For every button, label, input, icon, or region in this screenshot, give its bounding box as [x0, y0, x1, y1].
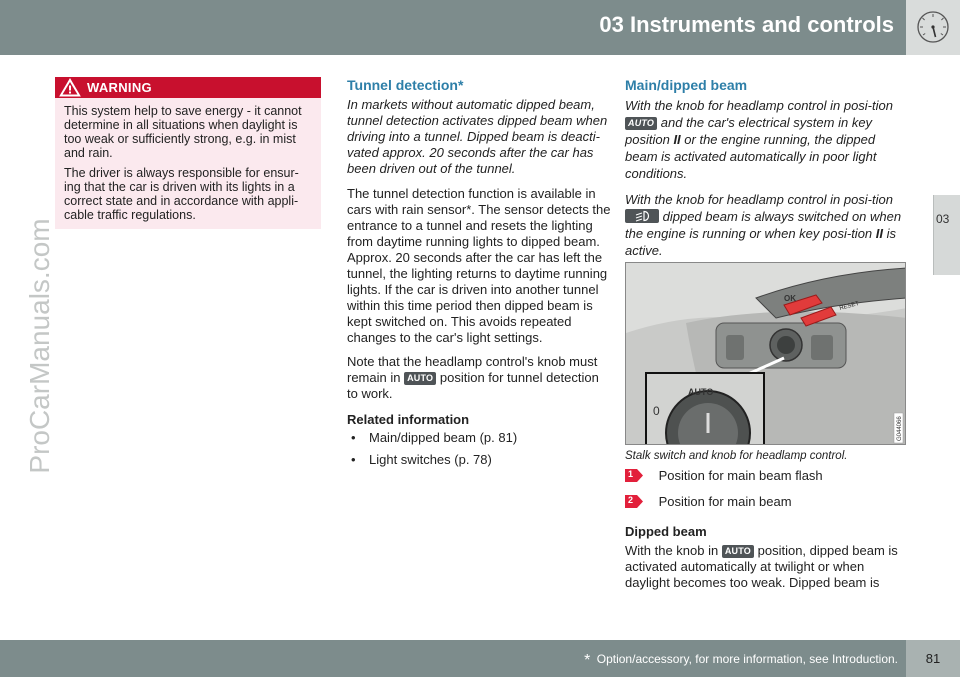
- main-dipped-lead-dipped: [625, 191, 910, 259]
- lead-text: dipped beam is always switched on when the engine is running or when key posi-tion: [625, 209, 902, 241]
- figure-label-ok: OK: [784, 294, 796, 303]
- chapter-side-tab: [933, 195, 960, 275]
- tunnel-detection-section: [347, 77, 612, 474]
- figure-label-auto: AUTO: [688, 387, 714, 397]
- related-information-heading: Related information: [347, 412, 470, 427]
- headlamp-control-figure: [625, 262, 906, 445]
- dipped-beam-body: [625, 543, 910, 591]
- dipped-beam-icon: [625, 209, 659, 223]
- chapter-side-tab-label: 03: [936, 212, 950, 226]
- speedometer-icon: [916, 9, 950, 45]
- legend-number: 1: [628, 469, 634, 479]
- legend-item-2: [625, 494, 792, 509]
- chapter-title: 03 Instruments and controls: [599, 12, 894, 37]
- figure-code: G044066: [897, 416, 903, 441]
- warning-paragraph: The driver is always responsible for ensur-ing that the car is driven with its lights in a correct state and in accordance with appli-cable traffic regulations.: [64, 166, 299, 222]
- warning-header: [55, 77, 321, 98]
- body-text: With the knob in: [625, 543, 719, 558]
- warning-box: [55, 77, 321, 229]
- footnote-star: *: [584, 652, 591, 669]
- lead-text: or the engine running, the dipped beam is activated automatically in poor light conditions.: [625, 132, 877, 181]
- tunnel-detection-note: [347, 354, 612, 402]
- note-text: Note that the headlamp control's knob must remain in: [347, 354, 598, 385]
- legend-number-marker: [625, 495, 643, 508]
- warning-paragraph: This system help to save energy - it cannot determine in all situations when daylight is too weak or sufficiently strong, e.g. in mist and rain.: [64, 104, 302, 160]
- related-information-list: [347, 430, 612, 468]
- legend-number-marker: [625, 469, 643, 482]
- related-link-main-dipped-beam[interactable]: • Main/dipped beam (p. 81): [347, 430, 612, 446]
- page-footer: [0, 640, 960, 677]
- related-link-light-switches[interactable]: • Light switches (p. 78): [347, 452, 612, 468]
- main-dipped-lead-auto: [625, 97, 910, 182]
- figure-label-zero: 0: [653, 404, 660, 418]
- page-number: 81: [906, 640, 960, 677]
- footer-note: [584, 652, 898, 670]
- figure-caption: Stalk switch and knob for headlamp control.: [625, 450, 848, 462]
- watermark: ProCarManuals.com: [24, 218, 55, 474]
- chapter-icon-box: [906, 0, 960, 55]
- auto-symbol: AUTO: [404, 372, 436, 385]
- warning-triangle-icon: [59, 78, 81, 97]
- key-position-label: II: [673, 132, 681, 147]
- dipped-beam-section: [625, 524, 910, 591]
- tunnel-detection-heading: Tunnel detection*: [347, 77, 464, 93]
- main-dipped-beam-section: [625, 77, 910, 259]
- dipped-beam-heading: Dipped beam: [625, 524, 707, 539]
- lead-text: With the knob for headlamp control in posi-tion: [625, 98, 893, 113]
- page-header: [0, 0, 960, 55]
- main-dipped-beam-heading: Main/dipped beam: [625, 77, 748, 93]
- body-text: position, dipped beam is activated automatically at twilight or when daylight becomes too weak. Dipped beam is: [625, 543, 898, 590]
- legend-item-1: [625, 468, 823, 483]
- tunnel-detection-lead: In markets without automatic dipped beam, tunnel detection activates dipped beam when driving into a tunnel. Dipped beam is deacti-vated approx. 20 seconds after the car has been driven out of the tunnel.: [347, 97, 608, 176]
- legend-text: Position for main beam flash: [658, 468, 823, 483]
- auto-symbol: AUTO: [625, 117, 657, 130]
- auto-symbol: AUTO: [722, 545, 754, 558]
- footer-note-text: Option/accessory, for more information, see Introduction.: [596, 652, 898, 666]
- lead-text: and the car's electrical system in key position: [625, 115, 873, 147]
- warning-body: [55, 98, 321, 222]
- lead-text: With the knob for headlamp control in posi-tion: [625, 192, 893, 207]
- note-text: position for tunnel detection to work.: [347, 370, 599, 401]
- lead-text: is active.: [625, 226, 897, 258]
- key-position-label: II: [875, 226, 884, 241]
- figure-label-reset: RESET: [838, 300, 860, 312]
- legend-number: 2: [628, 495, 634, 505]
- legend-text: Position for main beam: [658, 494, 792, 509]
- tunnel-detection-body: The tunnel detection function is available in cars with rain sensor*. The sensor detects the entrance to a tunnel and resets the lighting from daytime running lights to dipped beam. Approx. 20 seconds after the car has left the tunnel, the lighting returns to daytime running lights. If the car is driven into another tunnel within this time period then dipped beam is kept switched on. This avoids repeated changes to the car's light settings.: [347, 186, 611, 345]
- warning-title: WARNING: [87, 80, 152, 95]
- headlamp-control-illustration: [626, 263, 906, 445]
